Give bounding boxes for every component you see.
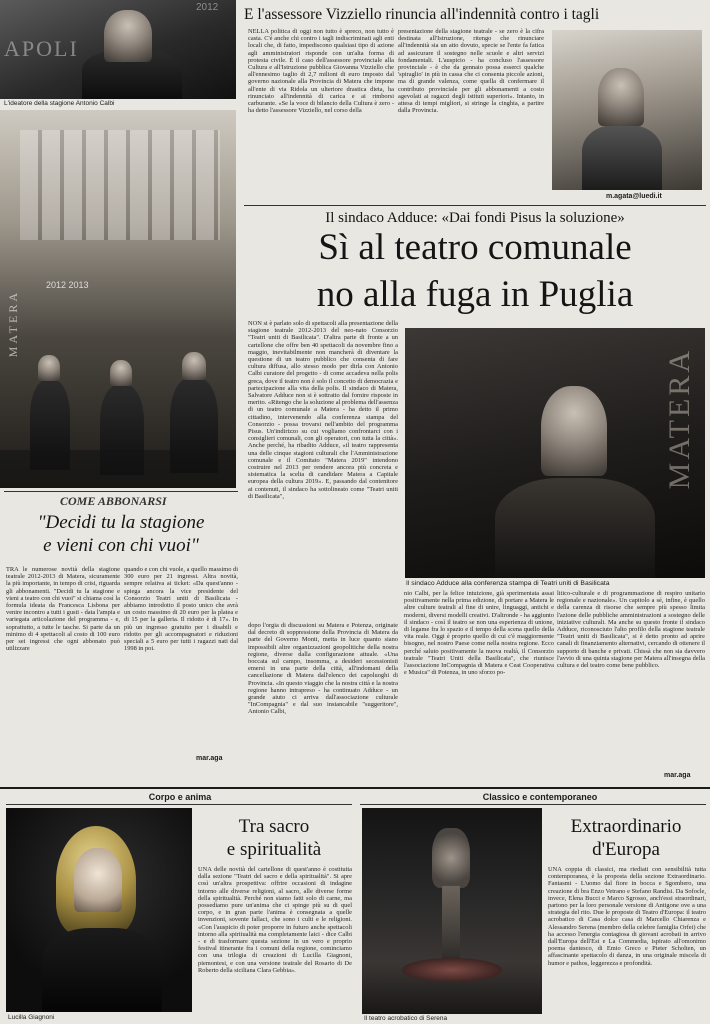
main-body-col2: dopo l'orgia di discussioni su Matera e Potenza, originate dal decreto di soppressione della Provincia di Matera da parte del Governo Monti, metta in luce quanto siano impossibili altre organizzazioni geopolitiche della nostra regione, diverse dalla configurazione attuale. «Una boccata sul campo, insomma, a desideri secessionisti emersi in una parte della città, all'indomani della cancellazione di Matera dall'elenco dei capoluoghi di Provincia. «In questo viaggio che la nostra città e la nostra regione hanno intrapreso - ha continuato Adduce - un grande aiuto ci arriva dall'associazione culturale "InCompagnia" e dal suo instancabile "suggeritore", Antonio Calbi, [248,622,398,716]
main-signature: mar.aga [664,772,691,779]
abbonarsi-label: COME ABBONARSI [60,494,167,508]
classico-body: UNA coppia di classici, ma riediati con sensibilità tutta contemporanea, è la proposta della sezione Extraordinario. Fantasmi - L'uomo dal fiore in bocca e Sgombero, una creazione di bra Enzo Vetrano e Stefano Randisi. Da Sofocle, invece, Elena Bucci e Marco Sgrosso, anch'essi straordinari, partono per la loro personale versione di Antigone ove a una strategia del rito. Due le proposte di Teatro d'Europa: il teatro acrobatico di Casa dolce casa di Marcello Chiarenza e Alessandro Serena (membro della celebre famiglia Orfei) che ha accesso l'energia contagiosa di giovani acrobati in arrivo dall'Europa dell'Est e La Commedia, ispirato all'omonimo poema dantesco, di Emio Greco e Pieter Scholten, un affascinante spettacolo di danza, in una originale miscela di humor e pathos, leggerezza e profondità. [548,866,706,967]
classico-section-label: Classico e contemporaneo [482,792,598,802]
abbonarsi-body-col2: quando e con chi vuole, a quello massimo di 300 euro per 21 ingressi. Altra novità, sempre relativa ai ticket: «Da quest'anno - spiega ancora la vice presidente del Consorzio Teatri uniti di Basilicata - abbiamo introdotto il posto unico che avrà un costo massimo di 20 euro per la platea e di 15 per la galleria. Il ridotto è di 17». In più un ingresso gratuito per i disabili e ridotto per gli accompagnatori e riduzioni speciali a 5 euro per tutti i ragazzi nati dal 1998 in poi. [124,566,238,653]
classico-headline-line1: Extraordinario [570,816,682,837]
giagnoni-photo-caption: Lucilla Giagnoni [8,1014,55,1021]
giagnoni-photo [6,808,192,1012]
classico-headline-line2: d'Europa [592,839,660,860]
adduce-photo-caption: Il sindaco Adduce alla conferenza stampa di Teatri uniti di Basilicata [406,580,610,587]
abbonarsi-body-col1: TRA le numerose novità della stagione teatrale 2012-2013 di Matera, sicuramente la più importante, in tempo di crisi, riguarda gli abbonamenti. "Decidi tu la stagione e vieni a teatro con chi vuoi" si chiama così la formula ideata da Francesca Lisbona per venire incontro a tutti i gusti - data l'ampia e variegata articolazione del programma - e, soprattutto, a tutte le tasche. Si parte da un minimo di 4 spettacoli al costo di 100 euro per sei ingressi che ogni abbonato può utilizzare [6,566,120,653]
photo-overlay-brand: MATERA [6,290,20,358]
conference-photo [0,110,236,488]
assessore-body-col2: presentazione della stagione teatrale - se zero è la cifra destinata all'Istruzione, ritengo che rinunciare all'indennità sia un atto dovuto, specie se l'ente fa fatica ad assicurare il sostegno nelle scuole e altri servizi fondamentali. L'auspicio - ha concluso l'assessore provinciale - è che da gennaio possa esserci qualche 'spiraglio' in più in cassa che ci consenta piccole azioni, ma di grande valenza, come quella di confermare il contributo provinciale per gli abbonamenti a costo agevolati ai ragazzi degli istituti superiori». Intanto, in attesa di tempi migliori, si stringe la cinghia, a partire dalla Provincia. [398,28,544,115]
photo-overlay-year: 2012 2013 [46,280,89,290]
corpo-section-label: Corpo e anima [148,792,212,802]
calbi-photo [0,0,236,99]
main-headline-line1: Sì al teatro comunale [318,227,632,268]
photo-overlay-text: APOLI [4,36,79,61]
calbi-photo-caption: L'ideatore della stagione Antonio Calbi [4,100,115,107]
main-headline-line2: no alla fuga in Puglia [316,274,634,315]
corpo-headline-line2: e spiritualità [226,839,322,860]
vizziello-photo [552,30,702,190]
abbonarsi-signature: mar.aga [196,755,223,762]
main-body-col1: NON si è parlato solo di spettacoli alla presentazione della stagione teatrale 2012-2013 del neo-nato Consorzio "Teatri uniti di Basilicata". D'altra parte di fronte a un cartellone che offre ben 40 spettacoli da novembre fino a maggio, inevitabilmente non mancherà di diventare la questione di un teatro pubblico che consenta di fare cultura diffusa, allo stesso modo per dirla con Antonio Calbi curatore del progetto - di come accadeva nella polis greca, dove il teatro non è solo il concetto di democrazia e partecipazione alla vita della polis. Il sindaco di Matera, Salvatore Adduce non si è sottratto dal fornire risposte in merito. «Ritengo che la soluzione al problema dell'assenza di un teatro comunale a Matera - ha detto il primo cittadino, intervenendo alla conferenza stampa del Consorzio - possa trovarsi nell'ambito del programma Pisus. Un'indirizzo su cui vogliamo confrontarci con i consiglieri comunali, con gli operatori, con tutta la città». Anche perché, ha ribadito Adduce, «il teatro rappresenta una delle cinque stagioni culturali che l'Amministrazione comunale e il Comitato "Matera 2019" intendono costruire nel 2013 per rendere ancora più concreta e sistematica la scelta di candidare Matera a Capitale europea della cultura 2019». E, passando dal contenitore ai contenuti, il sindaco ha sottolineato come "Teatri uniti di Basilicata", [248,320,398,500]
photo-overlay-year: 2012 [196,2,219,13]
abbonarsi-headline-line1: "Decidi tu la stagione [37,512,205,533]
corpo-headline-line1: Tra sacro [238,816,310,837]
assessore-signature: m.agata@luedi.it [606,193,662,200]
serena-photo-caption: Il teatro acrobatico di Serena [364,1015,448,1022]
assessore-headline: E l'assessore Vizziello rinuncia all'indennità contro i tagli [244,6,600,23]
main-body-col4: litico-culturale e di programmazione di respiro unitario regionale e nazionale». Un capitolo a sé, infine, è quello della carenza di risorse che sempre più spesso limita l'azione delle pubbliche amministrazioni a sostegno delle iniziative culturali. Ma anche su questo fronte il sindaco Adduce, riconosciuto l'alto profilo della stagione teatrale "Teatri uniti di Basilicata", si è detto pronto ad aprire canali di finanziamento alternativi, cercando di ottenere il supporto di banche e privati. Chissà che non sia davvero l'avvio di una quinta stagione per Matera all'insegna della cultura e del teatro come bene pubblico. [557,590,705,670]
assessore-body-col1: NELLA politica di oggi non tutto è spreco, non tutto è casta. C'è anche chi contro i tagli indiscriminati agli enti locali che, di fatto, impediscono qualsiasi tipo di azione agli amministratori risponde con un'alta forma di protesta civile. È il caso dell'assessore provinciale alla Cultura e all'Istruzione pubblica Giovanna Vizziello che all'ennesimo taglio di 2,7 milioni di euro imposto dal governo nazionale alla Provincia di Matera che impone all'ente di via Ridola un ulteriore drastica dieta, ha rinunciato all'indennità di carica e ai rimborsi carburante. «Se la voce di bilancio della Cultura è zero - ha detto l'assessore Vizziello, nel corso della [248,28,394,115]
abbonarsi-headline-line2: e vieni con chi vuoi" [43,535,199,556]
serena-photo [362,808,542,1014]
photo-overlay-brand: MATERA [663,348,696,490]
main-body-col3: nio Calbi, per la felice intuizione, già sperimentata assai positivamente nella prima edizione, di portare a Matera le altre culture teatrali al fine di unire, linguaggi, antichi e moderni, diversi modelli creativi. D'altronde - ha aggiunto il sindaco - così il teatro se non una esperienza di unione, di legame fra lo spazio e il tempo della scena quello della vita reale. Oggi è proprio quello di cui c'è maggiormente bisogno, nel nostro Paese come nella nostra regione. Ecco perché saluto positivamente la nuova realtà, il Consorzio teatrale "Teatri Uniti della Basilicata", che riunisce l'associazione InCompagnia di Matera e Ceat Cooperativa e Musica" di Potenza, in uno sforzo po- [404,590,554,677]
main-kicker: Il sindaco Adduce: «Dai fondi Pisus la soluzione» [325,210,625,226]
corpo-body: UNA delle novità del cartellone di quest'anno è costituita dalla sezione "Teatri del sacro e della spiritualità". Si apre così un'altra prospettiva: offrire occasioni di indagine intorno alle diverse religioni, al sacro, alle diverse forme della spiritualità. Perché non siamo fatti solo di carne, ma possediamo pure un'anima che ci spinge più su di quel corpo, e in gran parte l'anima è consegnata a quelle invenzioni, sovente fallaci, che sono i culti e le religioni. «Con l'auspicio di poter proporre in futuro anche spettacoli intorno alla spiritualità ma completamente laici - dice Calbi - e di trasformare questa sezione in un vero e proprio festival itinerante fra i comuni della regione, cominciamo con una trilogia di creazioni di Lucilla Giagnoni, piemontesi, e con una versione teatrale del Rosario di De Roberto della siciliana Clara Gebbia». [198,866,352,974]
adduce-photo [405,328,705,578]
